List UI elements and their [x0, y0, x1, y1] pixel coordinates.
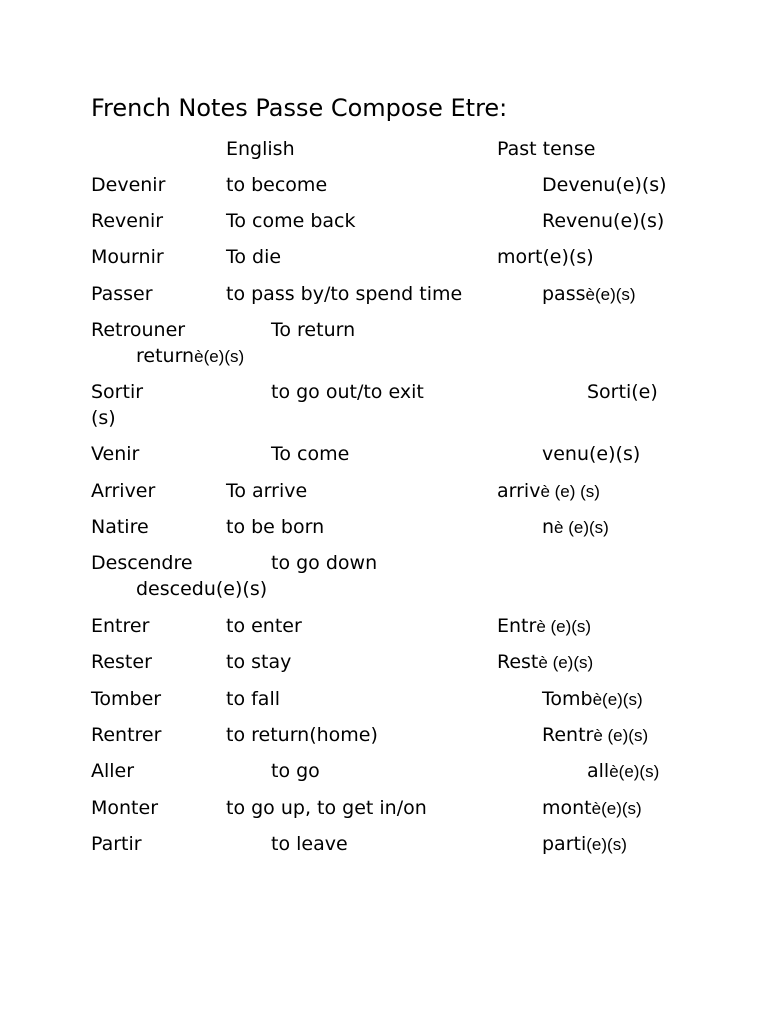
header-past-tense: Past tense [497, 138, 596, 160]
past-stem: Rest [497, 651, 539, 673]
table-row [0, 281, 768, 311]
verb: Rentrer [91, 724, 162, 746]
past-tense [542, 514, 609, 541]
verb: Sortir [91, 381, 144, 403]
past-stem: parti [542, 833, 587, 855]
table-row [0, 441, 768, 471]
english-meaning: to enter [226, 615, 302, 637]
table-row [0, 172, 768, 202]
past-tense [542, 281, 636, 308]
past-tense [497, 649, 593, 676]
past-tense: Revenu(e)(s) [542, 210, 665, 232]
verb: Retrouner [91, 319, 186, 341]
past-tense [587, 758, 659, 785]
table-row [0, 208, 768, 238]
english-meaning: to return(home) [226, 724, 378, 746]
verb: Revenir [91, 210, 164, 232]
past-suffix: è(e)(s) [609, 762, 660, 781]
table-row [0, 514, 768, 544]
verb: Tomber [91, 688, 162, 710]
english-meaning: To arrive [226, 480, 308, 502]
past-stem: Tomb [542, 688, 593, 710]
past-stem: all [587, 760, 610, 782]
past-suffix: è (e)(s) [554, 518, 609, 537]
past-tense [542, 686, 643, 713]
english-meaning: to stay [226, 651, 292, 673]
past-stem: Entr [497, 615, 537, 637]
past-tense [497, 478, 600, 505]
past-tense [497, 613, 591, 640]
past-tense: venu(e)(s) [542, 443, 641, 465]
english-meaning: to go down [271, 552, 378, 574]
table-row [0, 613, 768, 643]
past-stem: Rentr [542, 724, 594, 746]
table-row [0, 686, 768, 716]
past-tense [542, 722, 648, 749]
verb: Rester [91, 651, 152, 673]
english-meaning: to go out/to exit [271, 381, 424, 403]
past-tense [136, 343, 244, 370]
past-suffix: è(e)(s) [591, 799, 642, 818]
past-suffix: è(e)(s) [592, 690, 643, 709]
table-row [0, 244, 768, 274]
past-tense: descedu(e)(s) [136, 578, 268, 600]
past-tense [542, 831, 627, 858]
past-tense: Sorti(e) [587, 381, 658, 403]
verb: Natire [91, 516, 149, 538]
verb: Venir [91, 443, 140, 465]
past-tense-continued: (s) [91, 407, 116, 429]
verb: Entrer [91, 615, 150, 637]
past-stem: n [542, 516, 555, 538]
table-row [0, 550, 768, 580]
table-row [0, 795, 768, 825]
past-suffix: (e)(s) [586, 835, 627, 854]
english-meaning: to become [226, 174, 328, 196]
verb: Mournir [91, 246, 164, 268]
past-suffix: è(e)(s) [585, 285, 636, 304]
verb: Descendre [91, 552, 193, 574]
english-meaning: to pass by/to spend time [226, 283, 463, 305]
english-meaning: to leave [271, 833, 348, 855]
table-row [0, 649, 768, 679]
english-meaning: To come [271, 443, 350, 465]
table-row [0, 478, 768, 508]
page-title: French Notes Passe Compose Etre: [91, 94, 508, 122]
past-stem: pass [542, 283, 586, 305]
english-meaning: to fall [226, 688, 281, 710]
past-suffix: è (e)(s) [536, 617, 592, 636]
english-meaning: to go [271, 760, 320, 782]
verb: Aller [91, 760, 135, 782]
past-tense [542, 795, 642, 822]
table-row [0, 831, 768, 861]
past-stem: return [136, 345, 195, 367]
header-row [0, 136, 768, 166]
past-stem: mont [542, 797, 592, 819]
past-tense: Devenu(e)(s) [542, 174, 667, 196]
english-meaning: to be born [226, 516, 325, 538]
english-meaning: To die [226, 246, 282, 268]
table-row [0, 317, 768, 347]
verb: Devenir [91, 174, 166, 196]
past-suffix: è (e)(s) [593, 726, 649, 745]
verb: Arriver [91, 480, 156, 502]
past-suffix: è(e)(s) [194, 347, 245, 366]
verb: Passer [91, 283, 153, 305]
past-suffix: è (e) (s) [540, 482, 600, 501]
table-row [0, 722, 768, 752]
table-row [0, 758, 768, 788]
header-english: English [226, 138, 295, 160]
past-stem: arriv [497, 480, 541, 502]
verb: Partir [91, 833, 142, 855]
past-tense: mort(e)(s) [497, 246, 594, 268]
english-meaning: To return [271, 319, 356, 341]
verb: Monter [91, 797, 159, 819]
english-meaning: To come back [226, 210, 356, 232]
past-suffix: è (e)(s) [538, 653, 594, 672]
english-meaning: to go up, to get in/on [226, 797, 427, 819]
